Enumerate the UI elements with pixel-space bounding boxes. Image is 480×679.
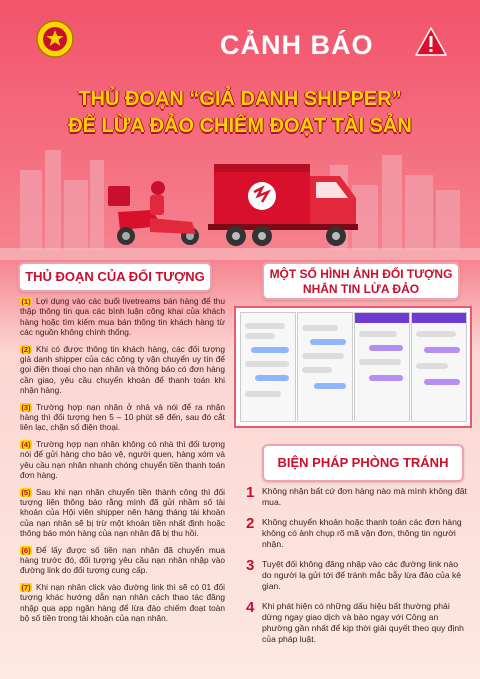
list-item — [20, 344, 225, 396]
poster-subtitle-line-1: THỦ ĐOẠN “GIẢ DANH SHIPPER” — [78, 88, 402, 110]
scam-message-screenshots — [234, 306, 472, 428]
item-text: Không nhận bất cứ đơn hàng nào mà mình không đặt mua. — [262, 486, 467, 507]
chat-screenshot — [411, 312, 467, 422]
item-text: Sau khi nạn nhân chuyển tiền thành công thì đối tượng liên thông báo rằng mình đã gửi nhầm số tài khoản của Hội viên shipper nên hàng tháng tài khoản của nạn nhân sẽ bị trừ một khoản tiền nhất định hoặc thông báo món hàng của nạn nhân đã bị thu hồi. — [20, 486, 225, 539]
item-number: 3 — [246, 557, 255, 574]
list-item — [20, 296, 225, 338]
item-number: (3) — [21, 402, 31, 412]
item-text: Không chuyển khoản hoặc thanh toán các đơn hàng không có ảnh chụp rõ mã vận đơn, thông tin người nhận. — [262, 517, 462, 549]
poster-subtitle-line-2: ĐỂ LỪA ĐẢO CHIẾM ĐOẠT TÀI SẢN — [68, 115, 412, 137]
section-heading-prevention: BIỆN PHÁP PHÒNG TRÁNH — [262, 444, 464, 482]
police-emblem-icon — [36, 18, 74, 60]
item-number: 4 — [246, 599, 255, 616]
item-text: Trường hợp nạn nhân ở nhà và nói để ra nhận hàng thì đối tượng hẹn 5 – 10 phút sẽ đến, sau đó cắt liên lạc, chặn số điện thoại. — [20, 401, 225, 433]
item-text: Trường hợp nạn nhân không có nhà thì đối tượng nói để gửi hàng cho bảo vệ, người quen, hàng xóm và yêu cầu nạn nhân nhanh chóng chuyển tiền thanh toán đơn hàng. — [20, 438, 225, 481]
list-item — [246, 517, 468, 550]
item-text: Để lấy được số tiền nạn nhân đã chuyển mua hàng trước đó, đối tượng yêu cầu nạn nhân nhập vào đường link do đối tượng cung cấp. — [20, 544, 225, 576]
section-heading-tactics: THỦ ĐOẠN CỦA ĐỐI TƯỢNG — [18, 262, 212, 292]
item-text: Khi nạn nhân click vào đường link thì sẽ có 01 đối tượng khác hướng dẫn nạn nhân cách thao tác đăng nhập qua app ngân hàng để lừa đảo chiếm đoạt toàn bộ số tiền trong tài khoản của nạn nhân. — [20, 581, 225, 623]
list-item — [246, 559, 468, 592]
list-item — [20, 545, 225, 576]
list-item — [246, 601, 468, 645]
item-number: 2 — [246, 515, 255, 532]
list-item — [20, 487, 225, 539]
item-number: (1) — [21, 297, 31, 306]
poster-headline: CẢNH BÁO — [220, 30, 374, 60]
item-number: (5) — [21, 487, 31, 497]
item-text: Lợi dụng vào các buổi livetreams bán hàng để thu thập thông tin qua các bình luận công khai của khách hàng hoặc tìm kiếm mua bán thông tin khách hàng từ các nguồn không chính thống. — [20, 296, 225, 338]
section-heading-scam-screenshots: MỘT SỐ HÌNH ẢNH ĐỐI TƯỢNG NHẮN TIN LỪA ĐẢO — [262, 262, 460, 300]
chat-screenshot — [240, 312, 296, 422]
item-text: Khi phát hiện có những dấu hiệu bất thường phải dừng ngay giao dịch và báo ngay với Công an phường gần nhất để kịp thời giải quyết theo quy định của pháp luật. — [262, 601, 464, 644]
prevention-list — [246, 486, 468, 654]
item-text: Tuyệt đối không đăng nhập vào các đường link nào do người lạ gửi tới để tránh mắc bẫy lừa đảo của kẻ gian. — [262, 559, 462, 591]
chat-screenshot — [354, 312, 410, 422]
list-item — [20, 582, 225, 624]
warning-triangle-icon — [414, 26, 448, 58]
item-number: (7) — [21, 582, 31, 592]
list-item — [20, 402, 225, 433]
chat-screenshot — [297, 312, 353, 422]
tactics-list — [20, 296, 225, 629]
delivery-scooter-icon — [108, 181, 199, 245]
delivery-scene-illustration — [0, 140, 480, 260]
list-item — [20, 439, 225, 481]
delivery-truck-icon — [208, 164, 358, 246]
item-number: (6) — [21, 545, 31, 555]
list-item — [246, 486, 468, 508]
item-number: (2) — [21, 344, 31, 354]
item-text: Khi có được thông tin khách hàng, các đối tượng giả danh shipper của các công ty vận chuyển uy tín để gọi điện thoại cho nạn nhân và thông báo có đơn hàng cần giao, yêu cầu chuyển khoản để thanh toán khi nhận hàng. — [20, 343, 225, 396]
item-number: 1 — [246, 484, 255, 501]
item-number: (4) — [21, 439, 31, 449]
